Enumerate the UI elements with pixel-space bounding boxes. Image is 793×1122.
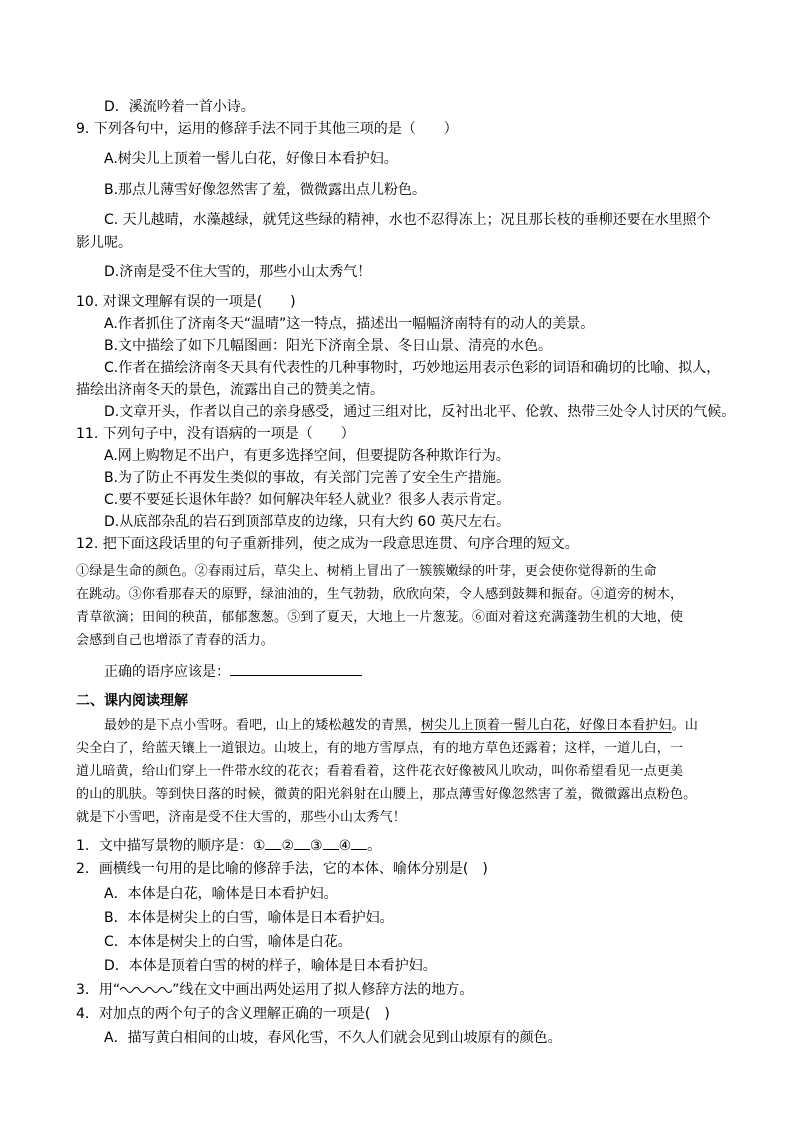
q11-option-b: B.为了防止不再发生类似的事故，有关部门完善了安全生产措施。 xyxy=(104,470,511,486)
sq4-option-a: A．描写黄白相间的山坡，春风化雪，不久人们就会见到山坡原有的颜色。 xyxy=(104,1030,562,1046)
sq1-marker-4: ④ xyxy=(338,838,352,854)
q10-stem: 10. 对课文理解有误的一项是( ) xyxy=(76,294,296,310)
section2-passage-line4: 的山的肌肤。等到快日落的时候，微黄的阳光斜射在山腰上，那点薄雪好像忽然害了羞，微微露出点粉色。 xyxy=(76,787,697,802)
q10-option-d: D.文章开头，作者以自己的亲身感受，通过三组对比，反衬出北平、伦敦、热带三处令人讨厌的气候。 xyxy=(104,404,736,420)
q9-option-c-line2: 影儿呢。 xyxy=(76,235,132,251)
sq3-row xyxy=(76,981,473,999)
sq1-marker-2: ② xyxy=(281,838,295,854)
passage-text: 最妙的是下点小雪呀。看吧，山上的矮松越发的青黑， xyxy=(104,718,421,733)
q9-option-a: A.树尖儿上顶着一髻儿白花，好像日本看护妇。 xyxy=(104,151,398,167)
q9-option-c-line1: C. 天儿越晴，水藻越绿，就凭这些绿的精神，水也不忍得冻上；况且那长枝的垂柳还要在水里照个 xyxy=(104,212,711,228)
q10-option-b: B.文中描绘了如下几幅图画：阳光下济南全景、冬日山景、清亮的水色。 xyxy=(104,338,553,354)
sq3-prefix: 3．用“ xyxy=(76,982,121,998)
q11-option-c: C.要不要延长退休年龄？如何解决年轻人就业？很多人表示肯定。 xyxy=(104,492,511,508)
sq1-marker-3: ③ xyxy=(310,838,323,854)
q9-stem: 9. 下列各句中，运用的修辞手法不同于其他三项的是（ ） xyxy=(76,121,458,137)
passage-text: 。山 xyxy=(671,718,699,733)
sq1-blank-2[interactable] xyxy=(294,835,310,850)
sq2-option-d: D．本体是顶着白雪的树的样子，喻体是日本看护妇。 xyxy=(104,958,437,974)
section2-passage-line2: 尖全白了，给蓝天镶上一道银边。山坡上，有的地方雪厚点，有的地方草色还露着；这样，一道儿白，一 xyxy=(76,741,684,756)
sq1-blank-4[interactable] xyxy=(351,835,367,850)
q9-option-b: B.那点儿薄雪好像忽然害了羞，微微露出点儿粉色。 xyxy=(104,182,427,198)
q10-option-c-line1: C.作者在描绘济南冬天具有代表性的几种事物时，巧妙地运用表示色彩的词语和确切的比喻、拟人， xyxy=(104,360,721,376)
sq2-option-c: C．本体是树尖上的白雪，喻体是白花。 xyxy=(104,934,352,950)
q11-stem: 11. 下列句子中，没有语病的一项是（ ） xyxy=(76,426,355,442)
q8-option-d: D．溪流吟着一首小诗。 xyxy=(104,99,255,115)
q12-answer-row xyxy=(104,661,362,681)
sq1-blank-1[interactable] xyxy=(265,835,281,850)
q10-option-a: A.作者抓住了济南冬天“温晴”这一特点，描述出一幅幅济南特有的动人的美景。 xyxy=(104,316,595,332)
q9-option-d: D.济南是受不住大雪的，那些小山太秀气！ xyxy=(104,264,372,280)
q12-passage-line4: 会感到自己也增添了青春的活力。 xyxy=(76,633,275,648)
section2-passage-line3: 道儿暗黄，给山们穿上一件带水纹的花衣；看着看着，这件花衣好像被风儿吹动，叫你希望看见一点更美 xyxy=(76,764,684,779)
sq1-row xyxy=(76,835,381,855)
sq1-prefix: 1．文中描写景物的顺序是：① xyxy=(76,838,266,854)
q12-passage-line3: 青草欲滴；田间的秧苗，郁郁葱葱。⑤到了夏天，大地上一片葱茏。⑥面对着这充满蓬勃生机的大地，使 xyxy=(76,610,684,625)
q12-answer-blank[interactable] xyxy=(230,661,362,676)
sq1-end: 。 xyxy=(367,838,382,854)
q12-stem: 12. 把下面这段话里的句子重新排列，使之成为一段意思连贯、句序合理的短文。 xyxy=(76,536,579,552)
section2-passage-line5: 就是下小雪吧，济南是受不住大雪的，那些小山太秀气！ xyxy=(76,810,407,825)
section2-passage-line1 xyxy=(104,717,698,735)
sq2-stem: 2．画横线一句用的是比喻的修辞手法，它的本体、喻体分别是( ) xyxy=(76,861,488,877)
underlined-sentence: 树尖儿上顶着一髻儿白花，好像日本看护妇 xyxy=(420,718,672,733)
sq4-stem: 4．对加点的两个句子的含义理解正确的一项是( ) xyxy=(76,1006,390,1022)
q10-option-c-line2: 描绘出济南冬天的景色，流露出自己的赞美之情。 xyxy=(76,382,384,398)
wavy-line-icon xyxy=(120,985,172,995)
q12-passage-line2: 在跳动。③你看那春天的原野，绿油油的，生气勃勃，欣欣向荣，令人感到鼓舞和振奋。④道旁的树木， xyxy=(76,587,684,602)
sq2-option-a: A．本体是白花，喻体是日本看护妇。 xyxy=(104,886,338,902)
sq2-option-b: B．本体是树尖上的白雪，喻体是日本看护妇。 xyxy=(104,910,394,926)
sq1-blank-3[interactable] xyxy=(323,835,339,850)
section2-heading: 二、课内阅读理解 xyxy=(76,693,188,709)
q11-option-a: A.网上购物足不出户，有更多选择空间，但要提防各种欺诈行为。 xyxy=(104,448,510,464)
q12-answer-label: 正确的语序应该是： xyxy=(104,664,230,680)
sq3-suffix: ”线在文中画出两处运用了拟人修辞方法的地方。 xyxy=(172,982,474,998)
q11-option-d: D.从底部杂乱的岩石到顶部草皮的边缘，只有大约 60 英尺左右。 xyxy=(104,514,510,530)
q12-passage-line1: ①绿是生命的颜色。②春雨过后，草尖上、树梢上冒出了一簇簇嫩绿的叶芽，更会使你觉得新的生命 xyxy=(76,564,657,579)
